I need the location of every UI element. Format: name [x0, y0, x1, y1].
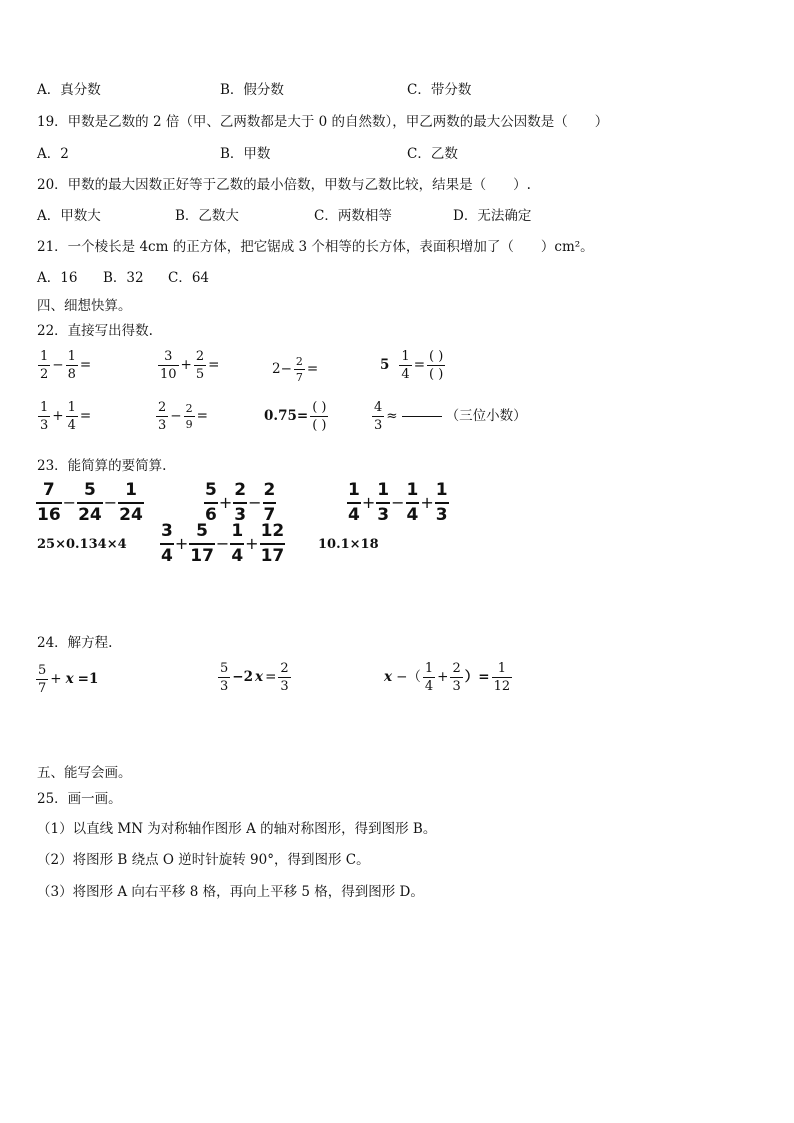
q23-stem: 23．能简算的要简算.: [37, 458, 167, 474]
q24-stem: 24．解方程.: [37, 635, 113, 651]
q23-expr-5: $\frac{3}{4}$ + $\frac{5}{17}$ − $\frac{1}{4}$ + $\frac{12}{17}$: [161, 521, 285, 566]
q19-option-b: B．甲数: [220, 146, 271, 162]
q24-equation-3: x −（ $\frac{1}{4}$ + $\frac{2}{3}$ ）= $\frac{1}{12}$: [384, 661, 511, 694]
section-5-heading: 五、能写会画。: [37, 765, 132, 781]
q23-expr-4: 25×0.134×4: [37, 537, 127, 552]
q25-step-3: （3）将图形 A 向右平移 8 格，再向上平移 5 格，得到图形 D。: [37, 884, 424, 900]
q22-item-8: $\frac{4}{3}$ ≈ （三位小数）: [374, 400, 527, 433]
q22-item-4: 5 $\frac{1}{4}$ = $\frac{( )}{( )}$: [380, 349, 444, 382]
q19-option-a: A．2: [37, 146, 69, 162]
q21-option-c: C．64: [168, 270, 210, 286]
q25-stem: 25．画一画。: [37, 791, 122, 807]
q22-item-2: $\frac{3}{10}$ + $\frac{2}{5}$ =: [160, 349, 220, 382]
q23-expr-2: $\frac{5}{6}$ + $\frac{2}{3}$ − $\frac{2}{7}$: [205, 480, 276, 525]
q18-option-b: B．假分数: [220, 82, 284, 98]
q22-item-7: 0.75= $\frac{( )}{( )}$: [264, 400, 327, 433]
q22-item-5: $\frac{1}{3}$ + $\frac{1}{4}$ =: [40, 400, 92, 433]
q25-step-2: （2）将图形 B 绕点 O 逆时针旋转 90°，得到图形 C。: [37, 852, 370, 868]
q19-stem: 19．甲数是乙数的 2 倍（甲、乙两数都是大于 0 的自然数），甲乙两数的最大公因数是（ ）: [37, 114, 609, 130]
q20-option-a: A．甲数大: [37, 208, 101, 224]
q23-expr-6: 10.1×18: [318, 537, 379, 552]
q20-option-d: D．无法确定: [453, 208, 532, 224]
q20-stem: 20．甲数的最大因数正好等于乙数的最小倍数，甲数与乙数比较，结果是（ ）.: [37, 177, 531, 193]
q23-expr-1: $\frac{7}{16}$ − $\frac{5}{24}$ − $\frac{1}{24}$: [37, 480, 143, 525]
q23-expr-3: $\frac{1}{4}$ + $\frac{1}{3}$ − $\frac{1}{4}$ + $\frac{1}{3}$: [348, 480, 448, 525]
q20-option-c: C．两数相等: [314, 208, 392, 224]
q18-option-c: C．带分数: [407, 82, 472, 98]
q25-step-1: （1）以直线 MN 为对称轴作图形 A 的轴对称图形，得到图形 B。: [37, 821, 437, 837]
q22-item-3: 2− $\frac{2}{7}$ =: [272, 355, 319, 384]
q21-stem: 21．一个棱长是 4cm 的正方体，把它锯成 3 个相等的长方体，表面积增加了（ ）cm²。: [37, 239, 594, 255]
section-4-heading: 四、细想快算。: [37, 298, 132, 314]
q18-option-a: A．真分数: [37, 82, 101, 98]
q21-option-a: A．16: [37, 270, 78, 286]
q22-item-6: $\frac{2}{3}$ − $\frac{2}{9}$ =: [158, 400, 208, 433]
q20-option-b: B．乙数大: [175, 208, 239, 224]
q22-stem: 22．直接写出得数.: [37, 323, 153, 339]
q19-option-c: C．乙数: [407, 146, 458, 162]
q21-option-b: B．32: [103, 270, 144, 286]
q24-equation-1: $\frac{5}{7}$ + x =1: [38, 663, 99, 696]
q22-item-1: $\frac{1}{2}$ − $\frac{1}{8}$ =: [40, 349, 92, 382]
answer-blank[interactable]: [402, 416, 442, 417]
q24-equation-2: $\frac{5}{3}$ −2 x = $\frac{2}{3}$: [220, 661, 289, 694]
